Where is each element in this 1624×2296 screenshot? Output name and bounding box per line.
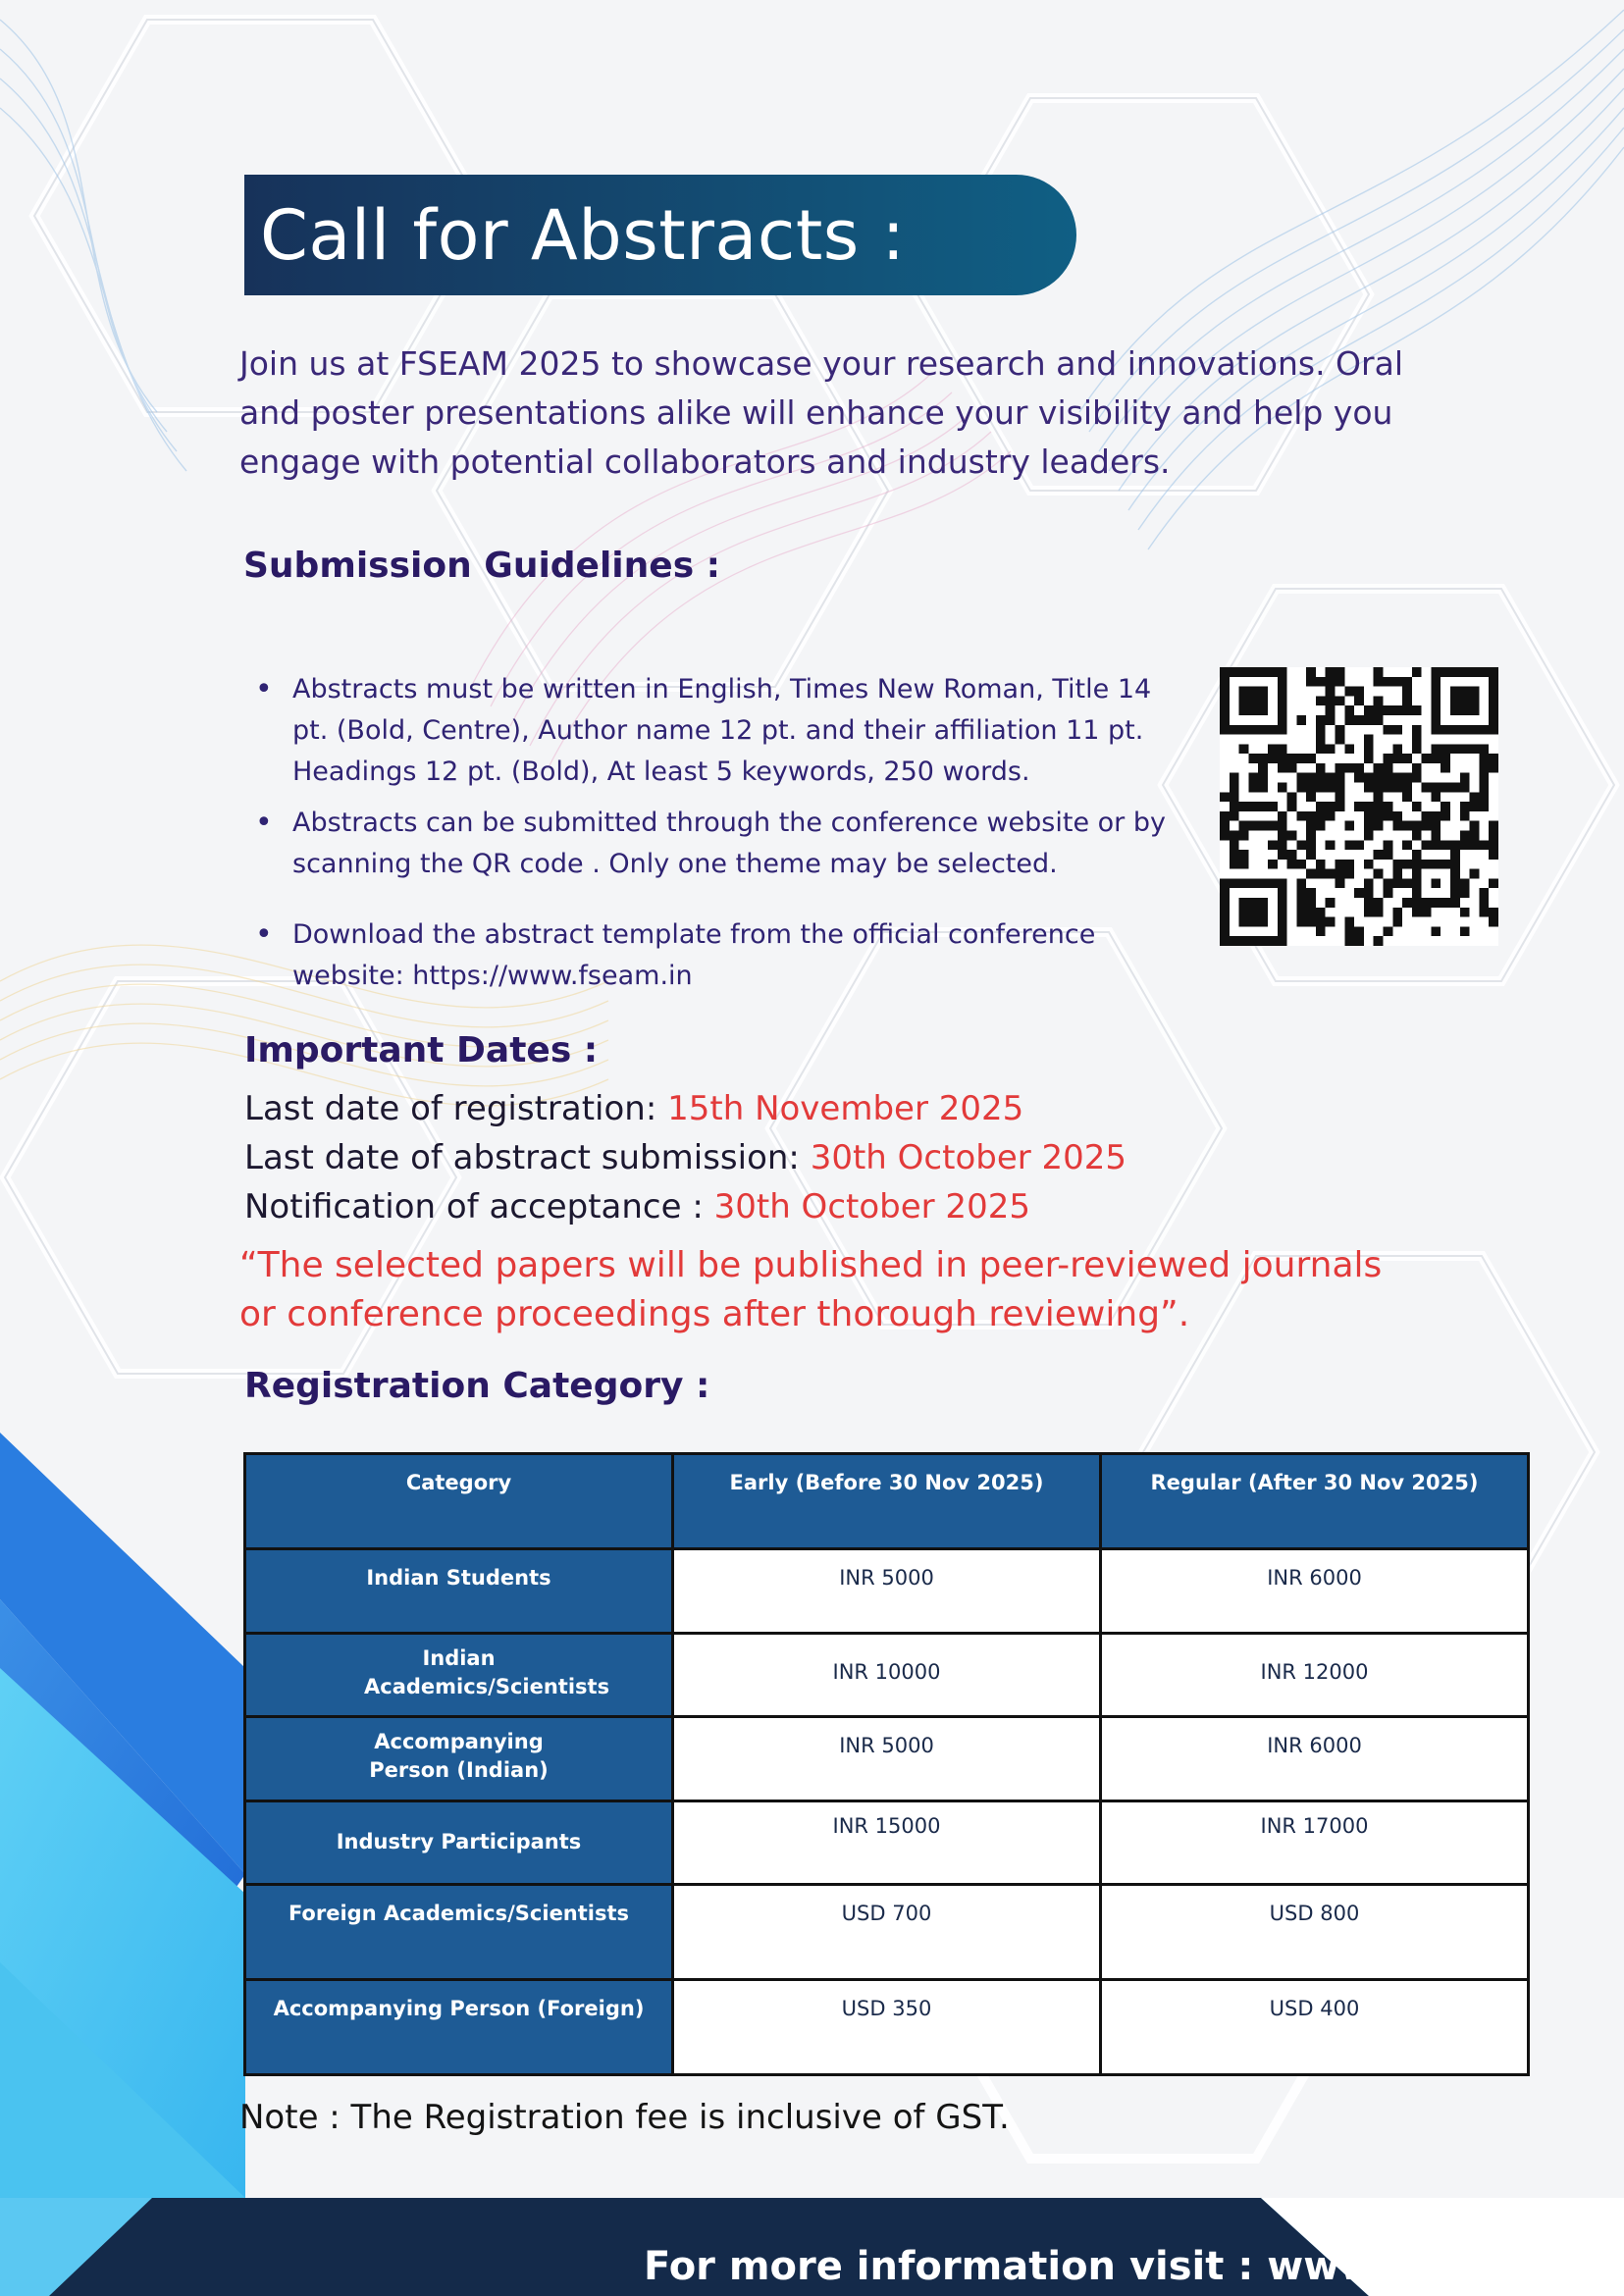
qr-code-icon[interactable]: [1220, 667, 1498, 946]
date-row-registration: [244, 1084, 1126, 1133]
table-row: [245, 1885, 1529, 1980]
regular-fee-cell: USD 400: [1101, 1980, 1529, 2075]
early-fee-cell: INR 10000: [673, 1634, 1101, 1717]
call-for-abstracts-banner: [244, 175, 1076, 295]
date-value: 15th November 2025: [667, 1089, 1024, 1128]
early-fee-cell: INR 5000: [673, 1717, 1101, 1801]
category-cell: Indian Academics/Scientists: [245, 1634, 673, 1717]
category-cell: Industry Participants: [245, 1801, 673, 1885]
table-row: [245, 1801, 1529, 1885]
publication-quote: “The selected papers will be published in peer-reviewed journals or conference proceedings after thorough reviewing”.: [239, 1245, 1383, 1334]
date-label: Last date of registration:: [244, 1089, 657, 1128]
table-row: [245, 1634, 1529, 1717]
date-value: 30th October 2025: [713, 1187, 1030, 1226]
regular-fee-cell: INR 17000: [1101, 1801, 1529, 1885]
regular-fee-cell: USD 800: [1101, 1885, 1529, 1980]
submission-guidelines-heading: Submission Guidelines :: [243, 546, 721, 586]
category-cell: Foreign Academics/Scientists: [245, 1885, 673, 1980]
regular-fee-cell: INR 6000: [1101, 1717, 1529, 1801]
intro-paragraph: Join us at FSEAM 2025 to showcase your research and innovations. Oral and poster presentations alike will enhance your visibility and help you engage with potential collaborators and industry leaders.: [239, 344, 1403, 481]
table-row: [245, 1549, 1529, 1634]
date-label: Notification of acceptance :: [244, 1187, 704, 1226]
important-dates-heading: Important Dates :: [244, 1030, 599, 1070]
early-fee-cell: USD 350: [673, 1980, 1101, 2075]
important-dates-list: [244, 1084, 1126, 1231]
guideline-item: • Abstracts must be written in English, Times New Roman, Title 14 pt. (Bold, Centre), Author name 12 pt. and their affiliation 11 pt. Headings 12 pt. (Bold), At least 5 keywords, 250 words.: [253, 669, 1195, 793]
registration-category-heading: Registration Category :: [244, 1366, 710, 1406]
category-cell: Accompanying Person (Foreign): [245, 1980, 673, 2075]
fee-note: Note : The Registration fee is inclusive of GST.: [239, 2098, 1010, 2137]
table-header-row: [245, 1454, 1529, 1549]
early-fee-cell: INR 15000: [673, 1801, 1101, 1885]
banner-title: Call for Abstracts :: [260, 194, 906, 276]
guidelines-list: [253, 669, 1195, 997]
footer-website-text[interactable]: For more information visit : www.fseam.in: [644, 2244, 1580, 2289]
column-header: Regular (After 30 Nov 2025): [1101, 1454, 1529, 1549]
column-header: Category: [245, 1454, 673, 1549]
guideline-item: • Abstracts can be submitted through the conference website or by scanning the QR code . Only one theme may be selected.: [253, 803, 1205, 885]
early-fee-cell: INR 5000: [673, 1549, 1101, 1634]
regular-fee-cell: INR 12000: [1101, 1634, 1529, 1717]
column-header: Early (Before 30 Nov 2025): [673, 1454, 1101, 1549]
early-fee-cell: USD 700: [673, 1885, 1101, 1980]
regular-fee-cell: INR 6000: [1101, 1549, 1529, 1634]
date-row-abstract-submission: [244, 1133, 1126, 1182]
date-row-notification: [244, 1182, 1126, 1231]
table-row: [245, 1717, 1529, 1801]
category-cell: Accompanying Person (Indian): [245, 1717, 673, 1801]
registration-fee-table: [243, 1452, 1530, 2076]
guideline-item: • Download the abstract template from the official conference website: https://www.fseam.in: [253, 914, 1146, 997]
date-value: 30th October 2025: [810, 1138, 1127, 1177]
table-row: [245, 1980, 1529, 2075]
date-label: Last date of abstract submission:: [244, 1138, 800, 1177]
category-cell: Indian Students: [245, 1549, 673, 1634]
